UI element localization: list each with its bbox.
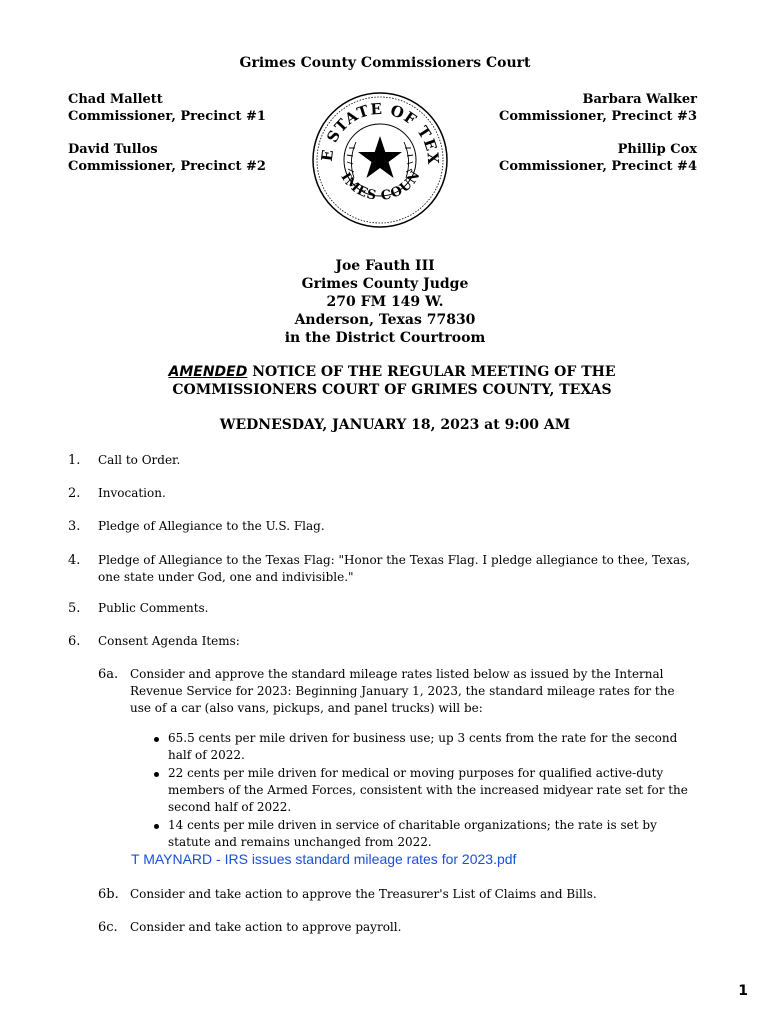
mileage-rate-list — [150, 730, 695, 852]
judge-title: Grimes County Judge — [301, 276, 469, 292]
subitem-text: Consider and take action to approve payroll. — [130, 920, 402, 934]
agenda-item — [68, 518, 708, 536]
item-text: Call to Order. — [98, 453, 181, 467]
bullet-icon — [154, 737, 159, 742]
commissioner-role: Commissioner, Precinct #2 — [68, 159, 266, 174]
item-text: Invocation. — [98, 486, 166, 500]
judge-block — [0, 257, 770, 347]
commissioner-role: Commissioner, Precinct #3 — [499, 109, 697, 124]
commissioner-precinct-1 — [68, 91, 266, 125]
notice-heading — [0, 363, 770, 399]
judge-address: 270 FM 149 W. — [326, 294, 444, 310]
item-text: Consent Agenda Items: — [98, 634, 240, 648]
commissioner-precinct-4 — [499, 141, 697, 175]
agenda-item — [68, 600, 708, 618]
page-title: Grimes County Commissioners Court — [239, 55, 531, 71]
commissioner-precinct-2 — [68, 141, 266, 175]
commissioner-name: David Tullos — [68, 142, 158, 157]
bullet-icon — [154, 772, 159, 777]
consent-subitem — [98, 666, 698, 718]
list-item: 65.5 cents per mile driven for business use; up 3 cents from the rate for the second half of 2022. — [150, 730, 695, 764]
attachment-link[interactable]: T MAYNARD - IRS issues standard mileage rates for 2023.pdf — [131, 851, 517, 867]
agenda-item — [68, 452, 708, 470]
meeting-datetime: WEDNESDAY, JANUARY 18, 2023 at 9:00 AM — [219, 417, 571, 433]
item-text: Pledge of Allegiance to the U.S. Flag. — [98, 519, 325, 533]
consent-subitem — [98, 919, 698, 937]
judge-city: Anderson, Texas 77830 — [294, 312, 476, 328]
amended-label: AMENDED — [168, 364, 248, 380]
meeting-location: in the District Courtroom — [284, 330, 486, 346]
item-number: 3. — [68, 519, 81, 534]
agenda-item — [68, 485, 708, 503]
svg-text:THE STATE OF TEXAS: E STATE OF TEX — [317, 99, 443, 166]
notice-line-2: COMMISSIONERS COURT OF GRIMES COUNTY, TEXAS — [172, 382, 612, 398]
item-number: 1. — [68, 453, 81, 468]
item-number: 2. — [68, 486, 81, 501]
list-item: 22 cents per mile driven for medical or moving purposes for qualified active-duty members of the Armed Forces, consistent with the increased midyear rate set for the second half of 2022. — [150, 765, 695, 816]
commissioner-role: Commissioner, Precinct #1 — [68, 109, 266, 124]
agenda-item — [68, 633, 708, 651]
item-text: Pledge of Allegiance to the Texas Flag: "Honor the Texas Flag. I pledge allegiance to thee, Texas, one state under God, one and indivisible." — [98, 553, 691, 584]
county-seal — [310, 90, 450, 230]
subitem-number: 6c. — [98, 920, 118, 935]
commissioner-role: Commissioner, Precinct #4 — [499, 159, 697, 174]
commissioner-name: Barbara Walker — [582, 92, 697, 107]
subitem-number: 6b. — [98, 887, 119, 902]
agenda-item — [68, 552, 708, 588]
item-text: Public Comments. — [98, 601, 209, 615]
subitem-number: 6a. — [98, 667, 119, 682]
item-number: 4. — [68, 553, 81, 568]
consent-subitem — [98, 886, 698, 904]
list-item: 14 cents per mile driven in service of charitable organizations; the rate is set by statute and remains unchanged from 2022. — [150, 817, 695, 851]
seal-icon — [310, 90, 450, 230]
bullet-icon — [154, 824, 159, 829]
commissioner-name: Phillip Cox — [617, 142, 697, 157]
page-number: 1 — [738, 983, 748, 999]
judge-name: Joe Fauth III — [335, 258, 435, 274]
subitem-text: Consider and approve the standard mileage rates listed below as issued by the Internal Revenue Service for 2023: Beginning January 1, 2023, the standard mileage rates for the use of a car (also vans, pickups, and panel trucks) will be: — [130, 667, 675, 715]
commissioner-precinct-3 — [499, 91, 697, 125]
notice-line-1: NOTICE OF THE REGULAR MEETING OF THE — [247, 364, 616, 380]
item-number: 6. — [68, 634, 81, 649]
item-number: 5. — [68, 601, 81, 616]
svg-text:GRIMES COUNTY: IMES COUN — [337, 167, 425, 204]
commissioner-name: Chad Mallett — [68, 92, 163, 107]
subitem-text: Consider and take action to approve the Treasurer's List of Claims and Bills. — [130, 887, 597, 901]
